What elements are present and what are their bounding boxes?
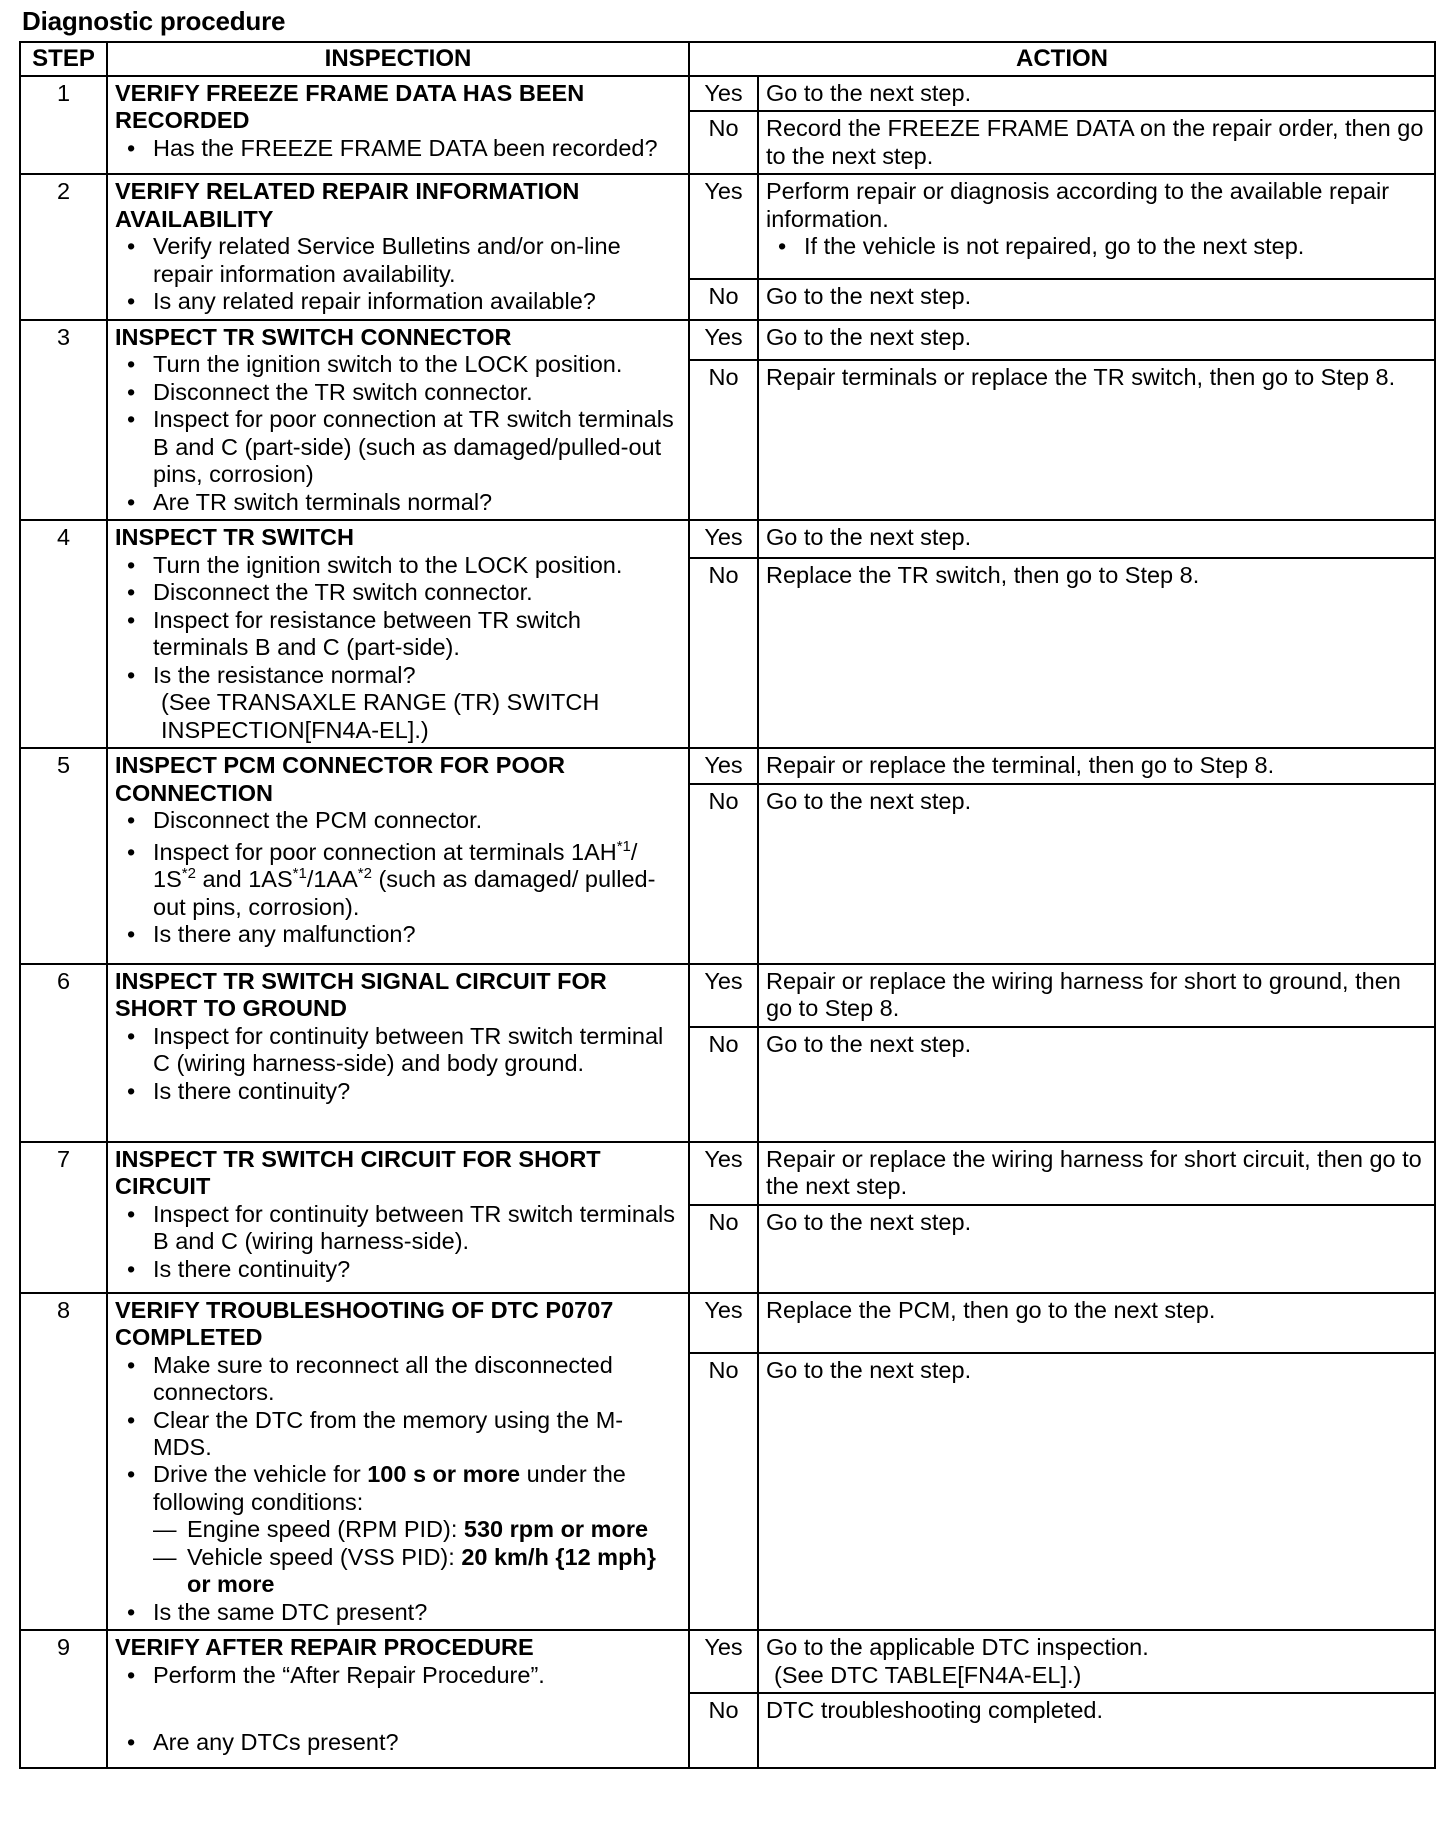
step-number: 2 bbox=[20, 174, 107, 319]
page-title: Diagnostic procedure bbox=[22, 6, 286, 36]
action-no: Go to the next step. bbox=[758, 1353, 1435, 1631]
table-header-row bbox=[20, 42, 1435, 76]
action-yes: Repair or replace the wiring harness for short to ground, then go to Step 8. bbox=[758, 964, 1435, 1027]
action-no: Go to the next step. bbox=[758, 1027, 1435, 1142]
inspection-bullet: • Inspect for poor connection at TR switch terminals B and C (part-side) (such as damaged/pulled-out pins, corrosion) bbox=[115, 406, 681, 488]
inspection-cell bbox=[107, 748, 689, 963]
table-row bbox=[20, 520, 1435, 558]
yes-label: Yes bbox=[689, 964, 758, 1027]
no-label: No bbox=[689, 558, 758, 748]
table-row bbox=[20, 76, 1435, 111]
no-label: No bbox=[689, 1353, 758, 1631]
table-row bbox=[20, 1293, 1435, 1353]
no-label: No bbox=[689, 1027, 758, 1142]
yes-label: Yes bbox=[689, 1293, 758, 1353]
action-yes: Repair or replace the terminal, then go to Step 8. bbox=[758, 748, 1435, 783]
inspection-cell bbox=[107, 1293, 689, 1631]
action-bullet: • If the vehicle is not repaired, go to the next step. bbox=[766, 233, 1427, 260]
step-number: 3 bbox=[20, 320, 107, 520]
inspection-bullet: • Drive the vehicle for 100 s or more under the following conditions: — Engine speed (RPM PID): 530 rpm or more — Vehicle speed (VSS PID): 20 km/h {12 mph} or more bbox=[115, 1461, 681, 1598]
bullet-text: Is the resistance normal? bbox=[153, 661, 416, 688]
inspection-cell bbox=[107, 174, 689, 319]
action-yes bbox=[758, 174, 1435, 278]
no-label: No bbox=[689, 279, 758, 320]
inspection-bullet: • Turn the ignition switch to the LOCK position. bbox=[115, 552, 681, 579]
inspection-title: VERIFY RELATED REPAIR INFORMATION AVAILABILITY bbox=[115, 178, 580, 232]
inspection-bullet: • Perform the “After Repair Procedure”. bbox=[115, 1662, 681, 1689]
step-number: 8 bbox=[20, 1293, 107, 1631]
inspection-bullet: • Is there continuity? bbox=[115, 1256, 681, 1283]
action-yes: Replace the PCM, then go to the next step. bbox=[758, 1293, 1435, 1353]
inspection-bullet: • Make sure to reconnect all the disconnected connectors. bbox=[115, 1352, 681, 1407]
step-number: 4 bbox=[20, 520, 107, 748]
table-row bbox=[20, 964, 1435, 1027]
header-inspection: INSPECTION bbox=[107, 42, 689, 76]
action-yes: Go to the next step. bbox=[758, 320, 1435, 360]
step-number: 9 bbox=[20, 1630, 107, 1768]
inspection-bullet: • Inspect for continuity between TR switch terminal C (wiring harness-side) and body ground. bbox=[115, 1023, 681, 1078]
inspection-cell bbox=[107, 964, 689, 1142]
table-row bbox=[20, 1630, 1435, 1693]
no-label: No bbox=[689, 1693, 758, 1768]
step-number: 5 bbox=[20, 748, 107, 963]
action-no: Go to the next step. bbox=[758, 1205, 1435, 1293]
inspection-bullet: • Is the same DTC present? bbox=[115, 1599, 681, 1626]
inspection-title: INSPECT TR SWITCH CONNECTOR bbox=[115, 323, 512, 350]
action-no: Replace the TR switch, then go to Step 8. bbox=[758, 558, 1435, 748]
inspection-bullet: • Are TR switch terminals normal? bbox=[115, 489, 681, 516]
inspection-title: VERIFY AFTER REPAIR PROCEDURE bbox=[115, 1634, 534, 1661]
diagnostic-table bbox=[19, 41, 1436, 1769]
no-label: No bbox=[689, 1205, 758, 1293]
action-yes: Repair or replace the wiring harness for short circuit, then go to the next step. bbox=[758, 1142, 1435, 1205]
action-yes-text: Go to the applicable DTC inspection. bbox=[766, 1634, 1149, 1661]
inspection-bullet: • Inspect for resistance between TR switch terminals B and C (part-side). bbox=[115, 607, 681, 662]
reference-note: (See DTC TABLE[FN4A-EL].) bbox=[774, 1661, 1082, 1688]
yes-label: Yes bbox=[689, 520, 758, 558]
inspection-cell bbox=[107, 320, 689, 520]
inspection-bullet: • Inspect for continuity between TR switch terminals B and C (wiring harness-side). bbox=[115, 1201, 681, 1256]
action-yes: Go to the next step. bbox=[758, 520, 1435, 558]
inspection-title: INSPECT TR SWITCH CIRCUIT FOR SHORT CIRCUIT bbox=[115, 1145, 601, 1200]
inspection-cell bbox=[107, 76, 689, 174]
table-row bbox=[20, 174, 1435, 278]
inspection-title: INSPECT TR SWITCH bbox=[115, 524, 354, 551]
yes-label: Yes bbox=[689, 174, 758, 278]
inspection-bullet: • Clear the DTC from the memory using the M-MDS. bbox=[115, 1407, 681, 1462]
inspection-cell bbox=[107, 520, 689, 748]
step-number: 6 bbox=[20, 964, 107, 1142]
inspection-bullet: • Is there continuity? bbox=[115, 1078, 681, 1105]
yes-label: Yes bbox=[689, 1142, 758, 1205]
step-number: 1 bbox=[20, 76, 107, 174]
inspection-cell bbox=[107, 1142, 689, 1293]
step-number: 7 bbox=[20, 1142, 107, 1293]
yes-label: Yes bbox=[689, 1630, 758, 1693]
inspection-bullet: • Verify related Service Bulletins and/or on-line repair information availability. bbox=[115, 233, 681, 288]
header-step: STEP bbox=[20, 42, 107, 76]
action-no: Go to the next step. bbox=[758, 279, 1435, 320]
action-no: Repair terminals or replace the TR switch, then go to Step 8. bbox=[758, 360, 1435, 520]
table-row bbox=[20, 320, 1435, 360]
reference-note: (See TRANSAXLE RANGE (TR) SWITCH INSPECTION[FN4A-EL].) bbox=[161, 689, 600, 743]
no-label: No bbox=[689, 111, 758, 174]
inspection-bullet: • Disconnect the TR switch connector. bbox=[115, 579, 681, 606]
yes-label: Yes bbox=[689, 320, 758, 360]
inspection-bullet bbox=[115, 662, 681, 744]
inspection-bullet: • Disconnect the TR switch connector. bbox=[115, 379, 681, 406]
inspection-title: VERIFY FREEZE FRAME DATA HAS BEEN RECORDED bbox=[115, 80, 585, 134]
inspection-bullet: • Turn the ignition switch to the LOCK position. bbox=[115, 351, 681, 378]
inspection-bullet: • Inspect for poor connection at terminals 1AH$^{*1}$/ $1S^{*2}$ and 1AS$^{*1}$/1AA$^{*2}$ (such as damaged/ pulled-out pins, corrosion). bbox=[115, 839, 681, 921]
inspection-bullet: • Has the FREEZE FRAME DATA been recorded? bbox=[115, 135, 681, 162]
table-row bbox=[20, 1142, 1435, 1205]
header-action: ACTION bbox=[689, 42, 1435, 76]
action-no: DTC troubleshooting completed. bbox=[758, 1693, 1435, 1768]
yes-label: Yes bbox=[689, 748, 758, 783]
inspection-bullet: • Are any DTCs present? bbox=[115, 1729, 681, 1756]
inspection-title: INSPECT TR SWITCH SIGNAL CIRCUIT FOR SHORT TO GROUND bbox=[115, 967, 607, 1022]
inspection-title: INSPECT PCM CONNECTOR FOR POOR CONNECTION bbox=[115, 752, 566, 806]
spacer bbox=[115, 1689, 681, 1729]
inspection-cell bbox=[107, 1630, 689, 1768]
yes-label: Yes bbox=[689, 76, 758, 111]
action-yes: Go to the next step. bbox=[758, 76, 1435, 111]
condition-item: — Engine speed (RPM PID): 530 rpm or more bbox=[153, 1516, 681, 1543]
condition-item: — Vehicle speed (VSS PID): 20 km/h {12 mph} or more bbox=[153, 1544, 681, 1599]
inspection-bullet: • Is any related repair information available? bbox=[115, 288, 681, 315]
inspection-title: VERIFY TROUBLESHOOTING OF DTC P0707 COMPLETED bbox=[115, 1296, 614, 1351]
no-label: No bbox=[689, 360, 758, 520]
action-no: Go to the next step. bbox=[758, 784, 1435, 964]
no-label: No bbox=[689, 784, 758, 964]
inspection-bullet: • Is there any malfunction? bbox=[115, 921, 681, 948]
action-no: Record the FREEZE FRAME DATA on the repair order, then go to the next step. bbox=[758, 111, 1435, 174]
inspection-bullet: • Disconnect the PCM connector. bbox=[115, 807, 681, 834]
action-yes-text: Perform repair or diagnosis according to the available repair information. bbox=[766, 178, 1390, 232]
table-row bbox=[20, 748, 1435, 783]
action-yes bbox=[758, 1630, 1435, 1693]
